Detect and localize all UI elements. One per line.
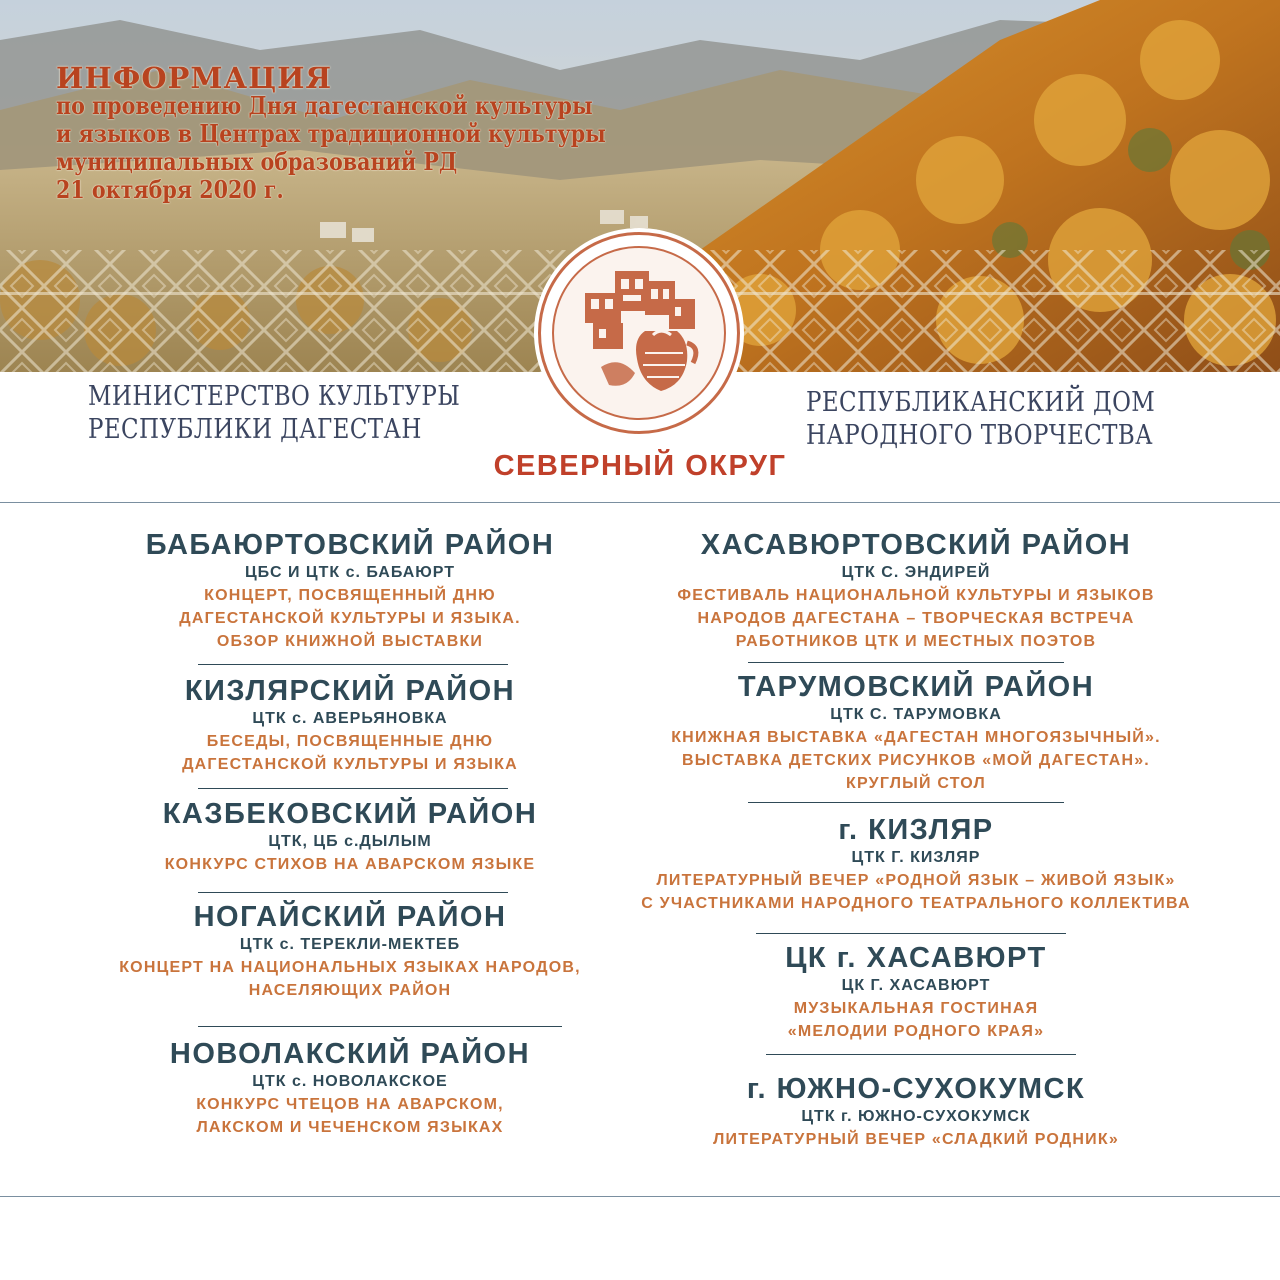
venue-name: ЦТК с. ТЕРЕКЛИ-МЕКТЕБ [239, 936, 461, 953]
district-name: БАБАЮРТОВСКИЙ РАЙОН [145, 529, 555, 561]
venue-name: ЦТК г. ЮЖНО-СУХОКУМСК [801, 1108, 1031, 1125]
event-line: КОНЦЕРТ НА НАЦИОНАЛЬНЫХ ЯЗЫКАХ НАРОДОВ, [119, 959, 581, 976]
entry-separator [756, 933, 1066, 934]
event-line: ЛАКСКОМ И ЧЕЧЕНСКОМ ЯЗЫКАХ [196, 1119, 504, 1136]
event-line: «МЕЛОДИИ РОДНОГО КРАЯ» [787, 1023, 1045, 1040]
title-line: по проведению Дня дагестанской культуры [56, 91, 593, 120]
event-line: ДАГЕСТАНСКОЙ КУЛЬТУРЫ И ЯЗЫКА. [179, 610, 521, 627]
ministry-name: МИНИСТЕРСТВО КУЛЬТУРЫ РЕСПУБЛИКИ ДАГЕСТАН [88, 381, 461, 445]
district-name: НОГАЙСКИЙ РАЙОН [193, 901, 507, 933]
event-line: КОНКУРС ЧТЕЦОВ НА АВАРСКОМ, [196, 1096, 504, 1113]
district-name: КАЗБЕКОВСКИЙ РАЙОН [162, 798, 538, 830]
district-entry [586, 1072, 1246, 1151]
venue-name: ЦТК Г. КИЗЛЯР [851, 849, 981, 866]
district-name: ЦК г. ХАСАВЮРТ [785, 942, 1047, 974]
divider-top [0, 502, 1280, 503]
entry-separator [748, 662, 1064, 663]
venue-name: ЦТК С. ЭНДИРЕЙ [841, 564, 991, 581]
district-entry [586, 528, 1246, 653]
district-entry [50, 1037, 650, 1139]
event-line: ОБЗОР КНИЖНОЙ ВЫСТАВКИ [216, 633, 484, 650]
event-line: ФЕСТИВАЛЬ НАЦИОНАЛЬНОЙ КУЛЬТУРЫ И ЯЗЫКОВ [677, 587, 1155, 604]
event-line: КОНКУРС СТИХОВ НА АВАРСКОМ ЯЗЫКЕ [164, 856, 536, 873]
district-entry [50, 528, 650, 653]
venue-name: ЦТК с. НОВОЛАКСКОЕ [252, 1073, 448, 1090]
event-line: БЕСЕДЫ, ПОСВЯЩЕННЫЕ ДНЮ [206, 733, 494, 750]
entry-separator [198, 1026, 562, 1027]
entry-separator [198, 664, 508, 665]
event-line: РАБОТНИКОВ ЦТК И МЕСТНЫХ ПОЭТОВ [735, 633, 1097, 650]
event-line: КНИЖНАЯ ВЫСТАВКА «ДАГЕСТАН МНОГОЯЗЫЧНЫЙ». [671, 729, 1161, 746]
district-entry [586, 941, 1246, 1043]
title-main: ИНФОРМАЦИЯ [56, 61, 333, 95]
event-line: КОНЦЕРТ, ПОСВЯЩЕННЫЙ ДНЮ [204, 587, 496, 604]
event-line: КРУГЛЫЙ СТОЛ [846, 775, 986, 792]
venue-name: ЦТК С. ТАРУМОВКА [830, 706, 1002, 723]
entry-separator [766, 1054, 1076, 1055]
divider-bottom [0, 1196, 1280, 1197]
district-name: КИЗЛЯРСКИЙ РАЙОН [184, 675, 516, 707]
title-line: муниципальных образований РД [56, 147, 458, 176]
venue-name: ЦБС И ЦТК с. БАБАЮРТ [244, 564, 455, 581]
event-line: ЛИТЕРАТУРНЫЙ ВЕЧЕР «СЛАДКИЙ РОДНИК» [713, 1131, 1119, 1148]
event-line: МУЗЫКАЛЬНАЯ ГОСТИНАЯ [793, 1000, 1039, 1017]
event-line: НАСЕЛЯЮЩИХ РАЙОН [248, 982, 452, 999]
district-name: НОВОЛАКСКИЙ РАЙОН [169, 1038, 531, 1070]
village-jug-icon [541, 235, 737, 431]
venue-name: ЦТК с. АВЕРЬЯНОВКА [252, 710, 448, 727]
event-line: ВЫСТАВКА ДЕТСКИХ РИСУНКОВ «МОЙ ДАГЕСТАН». [682, 752, 1150, 769]
district-name: г. ЮЖНО-СУХОКУМСК [746, 1073, 1086, 1105]
district-title: СЕВЕРНЫЙ ОКРУГ [493, 450, 787, 482]
folk-house-name: РЕСПУБЛИКАНСКИЙ ДОМ НАРОДНОГО ТВОРЧЕСТВА [806, 387, 1156, 451]
venue-name: ЦК Г. ХАСАВЮРТ [841, 977, 991, 994]
info-title [56, 61, 676, 204]
district-entry [586, 813, 1246, 915]
entry-separator [198, 892, 508, 893]
title-date: 21 октября 2020 г. [56, 175, 284, 204]
district-entry [50, 674, 650, 776]
event-line: НАРОДОВ ДАГЕСТАНА – ТВОРЧЕСКАЯ ВСТРЕЧА [697, 610, 1135, 627]
district-entry [586, 670, 1246, 795]
district-entry [50, 797, 650, 876]
entry-separator [198, 788, 508, 789]
event-line: ДАГЕСТАНСКОЙ КУЛЬТУРЫ И ЯЗЫКА [182, 756, 518, 773]
district-entry [50, 900, 650, 1002]
district-name: ХАСАВЮРТОВСКИЙ РАЙОН [700, 529, 1132, 561]
entry-separator [748, 802, 1064, 803]
event-line: ЛИТЕРАТУРНЫЙ ВЕЧЕР «РОДНОЙ ЯЗЫК – ЖИВОЙ ЯЗЫК» [656, 872, 1176, 889]
district-name: г. КИЗЛЯР [838, 814, 994, 846]
emblem-logo [538, 232, 740, 434]
district-name: ТАРУМОВСКИЙ РАЙОН [737, 671, 1095, 703]
event-line: С УЧАСТНИКАМИ НАРОДНОГО ТЕАТРАЛЬНОГО КОЛЛЕКТИВА [641, 895, 1191, 912]
venue-name: ЦТК, ЦБ с.ДЫЛЫМ [268, 833, 432, 850]
title-line: и языков в Центрах традиционной культуры [56, 119, 606, 148]
